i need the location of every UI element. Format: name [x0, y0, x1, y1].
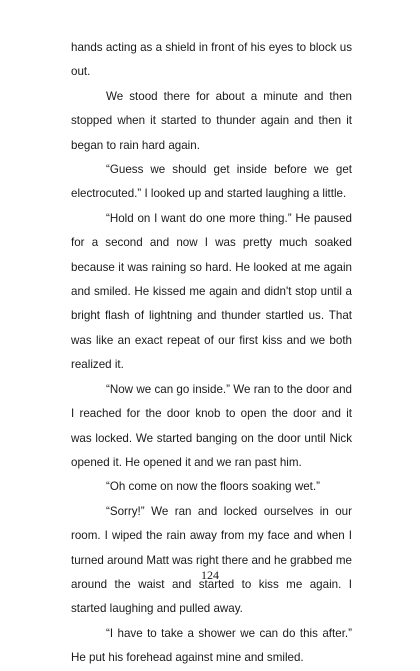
paragraph: “Now we can go inside.” We ran to the door and I reached for the door knob to open the door and it was locked. We started banging on the door until Nick opened it. He opened it and we ran past him. [71, 382, 352, 469]
paragraph: “I have to take a shower we can do this after.” He put his forehead against mine and smiled. [71, 626, 352, 665]
paragraph-continuation: hands acting as a shield in front of his eyes to block us out. [71, 41, 352, 79]
paragraph: “Oh come on now the floors soaking wet.” [106, 480, 320, 494]
page-number: 124 [201, 568, 219, 582]
paragraph: “Hold on I want do one more thing.” He paused for a second and now I was pretty much soaked because it was raining so hard. He looked at me again and smiled. He kissed me again and didn't stop until a bright flash of lightning and thunder startled us. That was like an exact repeat of our first kiss and we both realized it. [71, 211, 352, 372]
paragraph: “Sorry!” We ran and locked ourselves in our room. I wiped the rain away from my face and when I turned around Matt was right there and he grabbed me around the waist and started to kiss me again. I started laughing and pulled away. [71, 504, 353, 616]
paragraph: We stood there for about a minute and then stopped when it started to thunder again and then it began to rain hard again. [71, 89, 352, 152]
paragraph: “Guess we should get inside before we get electrocuted.” I looked up and started laughing a little. [71, 163, 352, 201]
